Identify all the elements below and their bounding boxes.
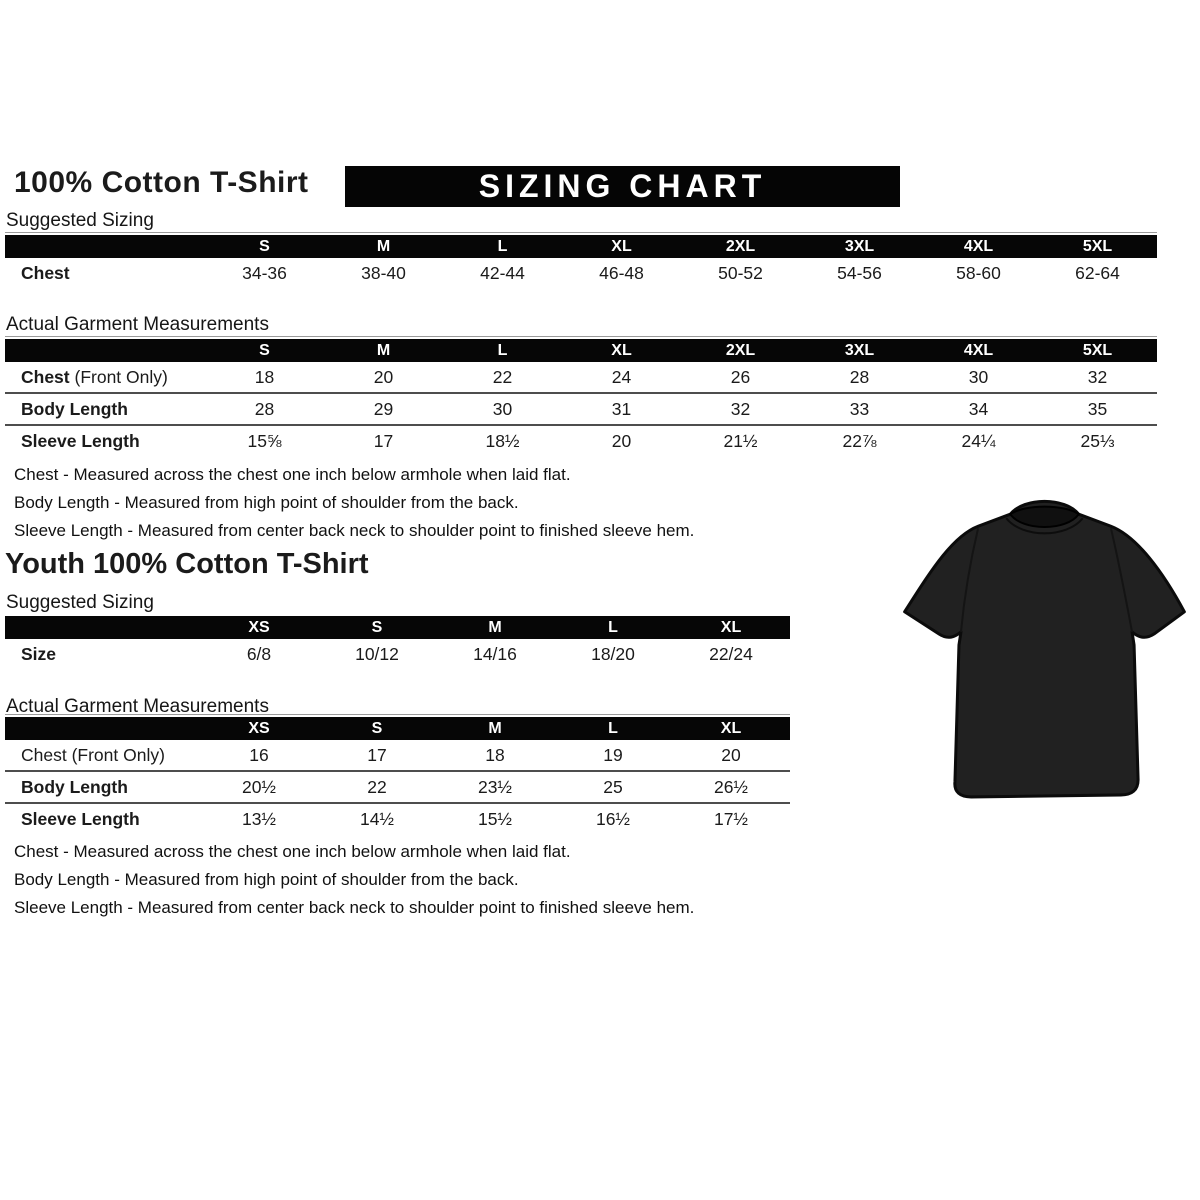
youth-actual-measurements-table (5, 714, 790, 834)
table-row-chest (5, 740, 790, 770)
note-sleeve-length: Sleeve Length - Measured from center back neck to shoulder point to finished sleeve hem. (14, 521, 695, 540)
size-column-header: 4XL (963, 237, 994, 255)
size-column-header: 2XL (725, 341, 756, 359)
table-cell: 25 (603, 776, 623, 797)
table-cell: 18 (254, 366, 275, 387)
table-header-row (5, 717, 790, 740)
table-row (5, 258, 1157, 288)
size-column-header: S (259, 341, 270, 359)
table-cell: 22/24 (709, 643, 753, 664)
size-column-header: 5XL (1082, 341, 1113, 359)
table-cell: 13½ (241, 808, 277, 829)
tshirt-body-shape (905, 501, 1185, 797)
note-chest: Chest - Measured across the chest one inch below armhole when laid flat. (14, 842, 571, 861)
youth-suggested-sizing-table (5, 614, 790, 669)
table-cell: 24 (611, 366, 632, 387)
row-label-suffix: (Front Only) (69, 366, 168, 387)
table-row-size (5, 639, 790, 669)
size-column-header: XS (248, 618, 270, 636)
size-column-header: M (488, 618, 502, 636)
table-cell: 19 (603, 744, 623, 765)
table-cell: 18 (485, 744, 505, 765)
youth-actual-measurements-label: Actual Garment Measurements (6, 696, 269, 717)
row-label: Chest (Front Only) (21, 744, 165, 765)
size-column-header: 4XL (963, 341, 994, 359)
row-label: Chest (21, 262, 70, 283)
table-cell: 54-56 (837, 262, 882, 283)
adult-suggested-sizing-label: Suggested Sizing (6, 210, 154, 231)
table-row-body-length (5, 392, 1157, 424)
table-cell: 32 (1087, 366, 1108, 387)
table-cell: 16½ (595, 808, 631, 829)
table-cell: 6/8 (246, 643, 272, 664)
table-cell: 17 (373, 430, 394, 451)
size-column-header: 2XL (725, 237, 756, 255)
table-cell: 22⅞ (842, 430, 877, 451)
size-column-header: M (376, 237, 391, 255)
size-column-header: S (371, 719, 383, 737)
table-cell: 50-52 (718, 262, 763, 283)
row-label (5, 367, 205, 388)
table-cell: 15⅝ (247, 430, 282, 451)
size-column-header: 3XL (844, 341, 875, 359)
youth-suggested-sizing-label: Suggested Sizing (6, 592, 154, 617)
size-column-header: M (488, 719, 502, 737)
size-column-header: XL (611, 237, 632, 255)
adult-measurement-notes (14, 466, 694, 550)
size-column-header: S (259, 237, 270, 255)
note-sleeve-length: Sleeve Length - Measured from center back neck to shoulder point to finished sleeve hem. (14, 898, 695, 917)
size-column-header: L (497, 237, 508, 255)
table-cell: 20 (373, 366, 394, 387)
table-row-chest (5, 362, 1157, 392)
size-column-header: 5XL (1082, 237, 1113, 255)
size-column-header: S (371, 618, 383, 636)
table-row-body-length (5, 770, 790, 802)
row-label: Size (21, 643, 57, 664)
table-cell: 46-48 (599, 262, 644, 283)
table-header-row (5, 616, 790, 639)
sizing-chart-banner (345, 166, 900, 207)
table-cell: 28 (254, 398, 275, 419)
row-label: Body Length (21, 398, 128, 419)
table-cell: 17½ (713, 808, 749, 829)
table-cell: 42-44 (480, 262, 525, 283)
banner-text: SIZING CHART (478, 168, 767, 204)
table-header-row (5, 235, 1157, 258)
row-label-main: Chest (21, 366, 70, 387)
adult-actual-measurements-table (5, 336, 1157, 456)
table-cell: 22 (367, 776, 387, 797)
table-cell: 31 (611, 398, 632, 419)
note-body-length: Body Length - Measured from high point of shoulder from the back. (14, 870, 519, 889)
table-cell: 30 (968, 366, 989, 387)
table-cell: 25⅓ (1080, 430, 1115, 451)
table-cell: 28 (849, 366, 870, 387)
table-cell: 33 (849, 398, 870, 419)
row-label: Body Length (21, 776, 128, 797)
size-column-header: L (608, 618, 618, 636)
size-column-header: XL (720, 618, 742, 636)
table-cell: 34 (968, 398, 989, 419)
table-header-row (5, 339, 1157, 362)
table-cell: 35 (1087, 398, 1108, 419)
table-cell: 20 (611, 430, 632, 451)
adult-suggested-sizing-table (5, 232, 1157, 288)
table-cell: 17 (367, 744, 387, 765)
adult-actual-measurements-label: Actual Garment Measurements (6, 314, 269, 335)
table-cell: 58-60 (956, 262, 1001, 283)
table-cell: 23½ (477, 776, 513, 797)
table-cell: 14/16 (473, 643, 517, 664)
table-cell: 62-64 (1075, 262, 1120, 283)
table-cell: 22 (492, 366, 513, 387)
table-cell: 15½ (477, 808, 513, 829)
table-row-sleeve-length (5, 424, 1157, 456)
table-cell: 26 (730, 366, 751, 387)
table-row-sleeve-length (5, 802, 790, 834)
note-body-length: Body Length - Measured from high point of shoulder from the back. (14, 493, 519, 512)
row-label: Sleeve Length (21, 430, 140, 451)
table-cell: 38-40 (361, 262, 406, 283)
tshirt-image (893, 484, 1196, 806)
youth-section-title: Youth 100% Cotton T-Shirt (5, 548, 369, 580)
table-cell: 32 (730, 398, 751, 419)
table-cell: 14½ (359, 808, 395, 829)
table-cell: 20½ (241, 776, 277, 797)
table-cell: 18/20 (591, 643, 635, 664)
size-column-header: XL (611, 341, 632, 359)
table-cell: 34-36 (242, 262, 287, 283)
table-cell: 20 (721, 744, 741, 765)
table-cell: 16 (249, 744, 269, 765)
page-title: 100% Cotton T-Shirt (14, 166, 309, 199)
table-cell: 24¼ (961, 430, 996, 451)
youth-measurement-notes (14, 843, 694, 927)
table-cell: 18½ (485, 430, 520, 451)
size-column-header: 3XL (844, 237, 875, 255)
size-column-header: L (608, 719, 618, 737)
size-column-header: L (497, 341, 508, 359)
table-cell: 30 (492, 398, 513, 419)
size-column-header: XL (720, 719, 742, 737)
note-chest: Chest - Measured across the chest one inch below armhole when laid flat. (14, 465, 571, 484)
row-label: Sleeve Length (21, 808, 140, 829)
table-cell: 10/12 (355, 643, 399, 664)
table-cell: 26½ (713, 776, 749, 797)
size-column-header: XS (248, 719, 270, 737)
size-column-header: M (376, 341, 391, 359)
table-cell: 21½ (723, 430, 758, 451)
table-cell: 29 (373, 398, 394, 419)
